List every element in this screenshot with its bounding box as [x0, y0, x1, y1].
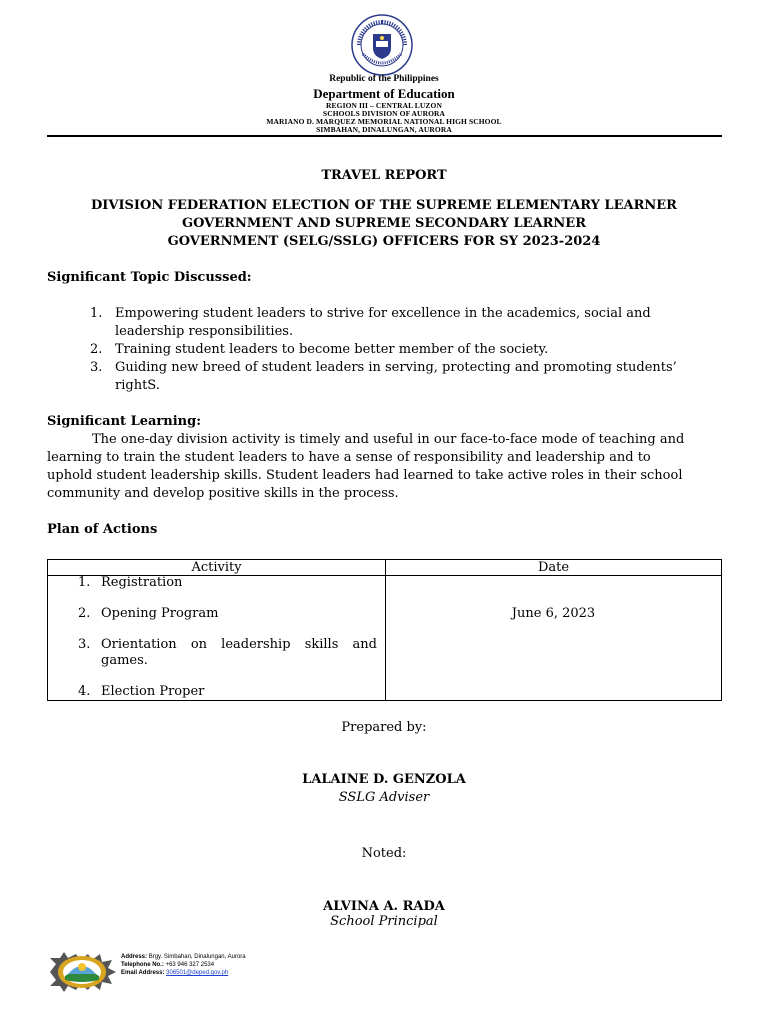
header-department: Department of Education: [313, 86, 455, 101]
plan-heading: Plan of Actions: [47, 522, 158, 537]
footer-phone-label: Telephone No.:: [121, 962, 164, 968]
list-text: Training student leaders to become better member of the society.: [115, 342, 549, 357]
list-text: Guiding new breed of student leaders in serving, protecting and promoting students’: [115, 360, 677, 375]
noter-name: ALVINA A. RADA: [323, 899, 445, 914]
list-text: rightS.: [115, 378, 160, 393]
report-subtitle-line-3: GOVERNMENT (SELG/SSLG) OFFICERS FOR SY 2023-2024: [167, 234, 601, 249]
header-region: REGION III – CENTRAL LUZON: [326, 101, 442, 110]
deped-seal-logo: [351, 14, 413, 76]
header-division: SCHOOLS DIVISION OF AURORA: [322, 109, 446, 118]
header-divider: [47, 135, 722, 137]
list-item: [48, 637, 385, 669]
list-item: [48, 606, 385, 622]
footer-address: Brgy. Simbahan, Dinalungan, Aurora: [148, 954, 246, 960]
list-item: [90, 359, 710, 395]
list-item: [48, 575, 385, 591]
preparer-name: LALAINE D. GENZOLA: [302, 772, 466, 787]
footer-email-line: [121, 969, 246, 977]
activity-text: Orientation on leadership skills and games.: [101, 637, 377, 668]
footer-email-label: Email Address:: [121, 970, 165, 976]
prepared-by-label: Prepared by:: [341, 720, 427, 735]
activity-text: Opening Program: [101, 606, 219, 621]
list-item: [90, 341, 710, 359]
list-number: 1.: [90, 306, 103, 321]
table-row: [48, 576, 722, 701]
report-subtitle-line-2: GOVERNMENT AND SUPREME SECONDARY LEARNER: [181, 216, 587, 231]
list-item: [90, 305, 710, 341]
footer-phone: +63 946 327 2534: [165, 962, 215, 968]
list-number: 2.: [78, 606, 91, 621]
activity-text: Registration: [101, 575, 183, 590]
header-republic: Republic of the Philippines: [329, 74, 439, 84]
learning-heading: Significant Learning:: [47, 414, 201, 429]
paragraph-line: The one-day division activity is timely and useful in our face-to-face mode of teaching and: [92, 432, 685, 447]
column-header-activity: Activity: [48, 560, 386, 576]
activity-text: Election Proper: [101, 684, 205, 699]
footer-email-link[interactable]: 306501@deped.gov.ph: [166, 970, 229, 976]
report-subtitle-line-1: DIVISION FEDERATION ELECTION OF THE SUPREME ELEMENTARY LEARNER: [91, 198, 677, 213]
column-header-date: Date: [386, 560, 722, 576]
activity-cell: [48, 576, 386, 701]
list-text: leadership responsibilities.: [115, 324, 294, 339]
table-header-row: [48, 560, 722, 576]
plan-table: [47, 559, 722, 701]
paragraph-line: community and develop positive skills in the process.: [47, 486, 399, 501]
topics-heading: Significant Topic Discussed:: [47, 270, 252, 285]
list-number: 3.: [78, 637, 91, 652]
footer-phone-line: [121, 961, 246, 969]
activity-date: June 6, 2023: [511, 606, 596, 621]
school-logo: [46, 950, 118, 994]
noter-role: School Principal: [330, 914, 438, 929]
list-item: [48, 684, 385, 700]
footer-address-label: Address:: [121, 954, 148, 960]
header-address: SIMBAHAN, DINALUNGAN, AURORA: [316, 125, 452, 134]
report-title: TRAVEL REPORT: [321, 168, 447, 183]
list-number: 4.: [78, 684, 91, 699]
activity-list: [48, 575, 385, 700]
header-school: MARIANO D. MARQUEZ MEMORIAL NATIONAL HIGH SCHOOL: [266, 117, 502, 126]
noted-label: Noted:: [361, 846, 407, 861]
list-number: 1.: [78, 575, 91, 590]
list-text: Empowering student leaders to strive for excellence in the academics, social and: [115, 306, 651, 321]
learning-paragraph: [47, 431, 717, 503]
paragraph-line: learning to train the student leaders to have a sense of responsibility and leadership and to: [47, 450, 651, 465]
list-number: 3.: [90, 360, 103, 375]
footer-address-line: [121, 953, 246, 961]
topics-list: [90, 305, 710, 395]
date-cell: [386, 576, 722, 701]
paragraph-line: uphold student leadership skills. Student leaders had learned to take active roles in their school: [47, 468, 683, 483]
list-number: 2.: [90, 342, 103, 357]
preparer-role: SSLG Adviser: [338, 790, 430, 805]
footer-contact: [121, 953, 246, 977]
